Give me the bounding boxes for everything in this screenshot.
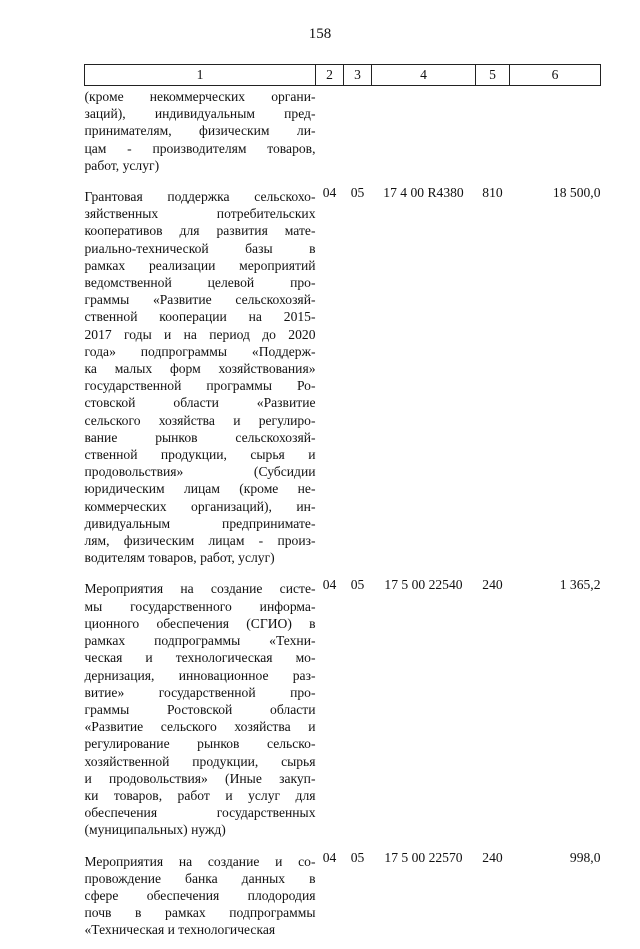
- description-line: продовольствия» (Субсидии: [84, 464, 316, 480]
- description-line: лям, физическим лицам - произ-: [84, 533, 316, 549]
- expense-type-code: 240: [482, 577, 503, 593]
- row-description: [85, 184, 316, 576]
- description-line: «Развитие сельского хозяйства и: [84, 719, 316, 735]
- target-article-code: 17 5 00 22570: [384, 849, 463, 865]
- target-article-code: [372, 86, 476, 185]
- description-line: (муниципальных) нужд): [84, 822, 226, 838]
- column-header-4: 4: [372, 65, 476, 86]
- description-line: риально-технической базы в: [84, 240, 316, 256]
- description-line: обеспечения государственных: [84, 805, 316, 821]
- amount-value: 998,0: [569, 849, 601, 865]
- description-line: граммы «Развитие сельскохозяй-: [84, 292, 316, 308]
- column-header-1: 1: [85, 65, 316, 86]
- description-line: работ, услуг): [84, 157, 160, 173]
- table-row: [85, 576, 601, 848]
- description-line: мы государственного информа-: [84, 598, 316, 614]
- description-line: дивидуальным предпринимате-: [84, 515, 316, 531]
- description-line: хозяйственной продукции, сырья: [84, 753, 316, 769]
- description-line: дернизация, инновационное раз-: [84, 667, 316, 683]
- description-line: граммы Ростовской области: [84, 701, 316, 717]
- table-row: [85, 184, 601, 576]
- section-code: 04: [322, 849, 337, 865]
- row-description: [85, 849, 316, 949]
- row-description: [85, 576, 316, 848]
- description-line: юридическим лицам (кроме не-: [84, 481, 316, 497]
- row-description: [85, 86, 316, 185]
- budget-table: [84, 64, 601, 949]
- description-line: Мероприятия на создание и со-: [84, 853, 316, 869]
- table-header-row: [85, 65, 601, 86]
- column-header-2: 2: [316, 65, 344, 86]
- description-line: 2017 годы и на период до 2020: [84, 326, 316, 342]
- description-line: провождение банка данных в: [84, 870, 316, 886]
- target-article-code: 17 4 00 R4380: [383, 185, 464, 201]
- table-row: [85, 86, 601, 185]
- description-line: ческая и технологическая мо-: [84, 650, 316, 666]
- table-row: [85, 849, 601, 949]
- description-line: государственной программы Ро-: [84, 378, 316, 394]
- expense-type-code: 810: [482, 185, 503, 201]
- subsection-code: 05: [350, 849, 365, 865]
- section-code: [316, 86, 344, 185]
- section-code: 04: [322, 185, 337, 201]
- description-line: и продовольствия» (Иные закуп-: [84, 770, 316, 786]
- column-header-3: 3: [344, 65, 372, 86]
- description-line: ственной кооперации на 2015-: [84, 309, 316, 325]
- description-line: ционного обеспечения (СГИО) в: [84, 615, 316, 631]
- table-body: [85, 86, 601, 949]
- description-line: вание рынков сельскохозяй-: [84, 429, 316, 445]
- description-line: ственной продукции, сырья и: [84, 447, 316, 463]
- description-line: цам - производителям товаров,: [84, 140, 316, 156]
- description-line: зяйственных потребительских: [84, 206, 316, 222]
- description-line: Грантовая поддержка сельскохо-: [84, 189, 316, 205]
- description-line: (кроме некоммерческих органи-: [84, 89, 316, 104]
- target-article-code: 17 5 00 22540: [384, 577, 463, 593]
- page-number: 158: [308, 26, 332, 42]
- description-line: ки товаров, работ и услуг для: [84, 787, 316, 803]
- description-line: рамках реализации мероприятий: [84, 257, 316, 273]
- description-line: «Техническая и технологическая: [84, 922, 276, 938]
- amount-value: [510, 86, 601, 185]
- description-line: ка малых форм хозяйствования»: [84, 361, 316, 377]
- amount-value: 18 500,0: [552, 185, 601, 201]
- amount-value: 1 365,2: [559, 577, 601, 593]
- subsection-code: 05: [350, 185, 365, 201]
- description-line: сельского хозяйства и регулиро-: [84, 412, 316, 428]
- description-line: водителям товаров, работ, услуг): [84, 550, 275, 566]
- description-line: заций), индивидуальным пред-: [84, 106, 316, 122]
- description-line: стовской области «Развитие: [84, 395, 316, 411]
- description-line: витие» государственной про-: [84, 684, 316, 700]
- description-line: почв в рамках подпрограммы: [84, 905, 316, 921]
- description-line: кооперативов для развития мате-: [84, 223, 316, 239]
- description-line: регулирование рынков сельско-: [84, 736, 316, 752]
- description-line: ведомственной целевой про-: [84, 275, 316, 291]
- description-line: сфере обеспечения плодородия: [84, 887, 316, 903]
- description-line: года» подпрограммы «Поддерж-: [84, 343, 316, 359]
- expense-type-code: 240: [482, 849, 503, 865]
- description-line: Мероприятия на создание систе-: [84, 581, 316, 597]
- description-line: коммерческих организаций), ин-: [84, 498, 316, 514]
- description-line: рамках подпрограммы «Техни-: [84, 633, 316, 649]
- column-header-6: 6: [510, 65, 601, 86]
- subsection-code: 05: [350, 577, 365, 593]
- section-code: 04: [322, 577, 337, 593]
- column-header-5: 5: [476, 65, 510, 86]
- subsection-code: [344, 86, 372, 185]
- description-line: принимателям, физическим ли-: [84, 123, 316, 139]
- expense-type-code: [476, 86, 510, 185]
